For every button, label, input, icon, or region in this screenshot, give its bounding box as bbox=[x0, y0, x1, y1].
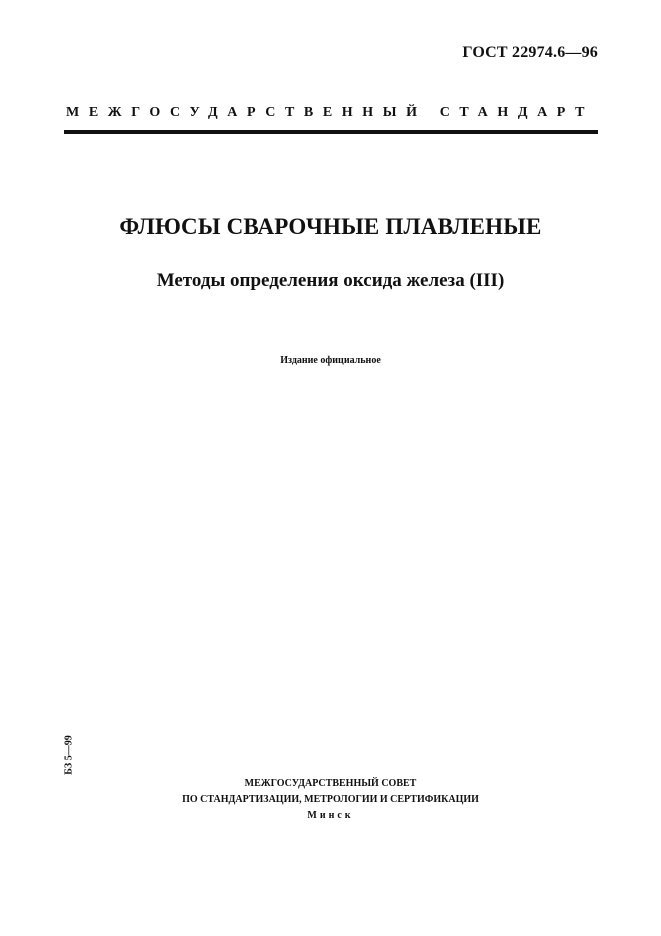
document-code: ГОСТ 22974.6—96 bbox=[462, 44, 598, 61]
publisher-line-1: МЕЖГОСУДАРСТВЕННЫЙ СОВЕТ bbox=[244, 778, 417, 789]
publisher-line-2: ПО СТАНДАРТИЗАЦИИ, МЕТРОЛОГИИ И СЕРТИФИКАЦИИ bbox=[182, 794, 479, 805]
document-title: ФЛЮСЫ СВАРОЧНЫЕ ПЛАВЛЕНЫЕ bbox=[119, 214, 542, 239]
standard-type-heading: МЕЖГОСУДАРСТВЕННЫЙ СТАНДАРТ bbox=[66, 105, 595, 120]
side-code-text: БЗ 5—99 bbox=[63, 735, 75, 775]
side-code bbox=[62, 734, 76, 776]
edition-label: Издание официальное bbox=[280, 355, 381, 366]
publisher-block bbox=[0, 776, 661, 824]
publisher-city: Минск bbox=[307, 810, 354, 821]
header-rule bbox=[64, 130, 598, 134]
document-subtitle: Методы определения оксида железа (III) bbox=[156, 270, 505, 291]
